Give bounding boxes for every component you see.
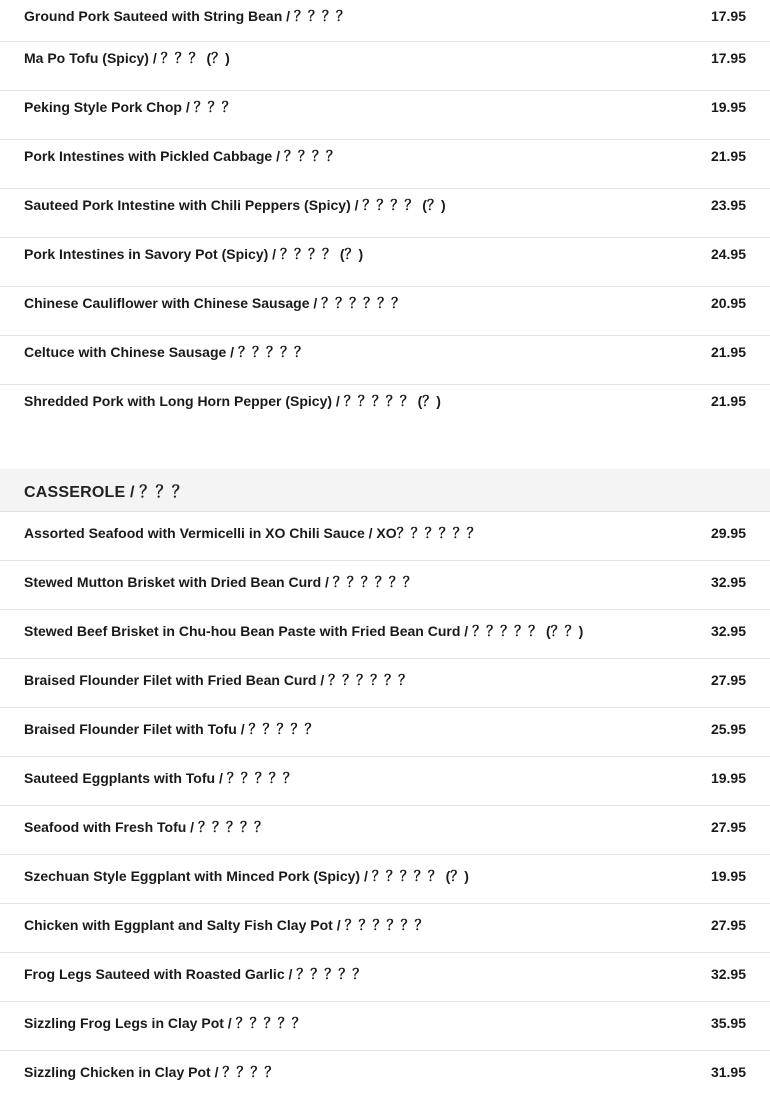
menu-item[interactable] [0, 953, 770, 1002]
menu-item[interactable] [0, 385, 770, 433]
menu-item-name: Stewed Beef Brisket in Chu-hou Bean Paste with Fried Bean Curd / ？？？？？ (？？) [24, 623, 584, 639]
menu-item[interactable] [0, 855, 770, 904]
menu-item-price: 20.95 [710, 295, 746, 311]
menu-item-name: Stewed Mutton Brisket with Dried Bean Curd / ？？？？？？ [24, 574, 417, 590]
menu-item-price: 19.95 [710, 770, 746, 786]
menu-item-name: Sizzling Chicken in Clay Pot / ？？？？ [24, 1064, 279, 1080]
menu-item-name: Seafood with Fresh Tofu / ？？？？？ [24, 819, 268, 835]
menu-item-name: Ma Po Tofu (Spicy) / ？？？ (？) [24, 50, 230, 66]
menu-item[interactable] [0, 659, 770, 708]
menu-item[interactable] [0, 1002, 770, 1051]
menu-item-price: 27.95 [710, 819, 746, 835]
menu-item-name: Sizzling Frog Legs in Clay Pot / ？？？？？ [24, 1015, 306, 1031]
menu-item-name: Shredded Pork with Long Horn Pepper (Spicy) / ？？？？？ (？) [24, 393, 441, 409]
menu-item[interactable] [0, 610, 770, 659]
menu-item-price: 25.95 [710, 721, 746, 737]
menu-item[interactable] [0, 42, 770, 91]
menu-item-price: 27.95 [710, 917, 746, 933]
menu-item[interactable] [0, 238, 770, 287]
menu-item-name: Ground Pork Sauteed with String Bean / ？？？？ [24, 8, 350, 24]
menu-item-price: 32.95 [710, 574, 746, 590]
menu-item-name: Sauteed Eggplants with Tofu / ？？？？？ [24, 770, 297, 786]
menu-item[interactable] [0, 287, 770, 336]
menu-item-name: Peking Style Pork Chop / ？？？ [24, 99, 236, 115]
menu-item-price: 27.95 [710, 672, 746, 688]
menu-item-price: 32.95 [710, 966, 746, 982]
menu-item-price: 17.95 [710, 50, 746, 66]
menu-item[interactable] [0, 904, 770, 953]
menu-section-casserole [0, 469, 770, 1099]
menu-item-price: 32.95 [710, 623, 746, 639]
menu-item-price: 31.95 [710, 1064, 746, 1080]
menu-item-price: 24.95 [710, 246, 746, 262]
menu-item-price: 19.95 [710, 99, 746, 115]
menu-item[interactable] [0, 336, 770, 385]
menu-item[interactable] [0, 1051, 770, 1099]
menu-item[interactable] [0, 561, 770, 610]
menu-item-name: Szechuan Style Eggplant with Minced Pork (Spicy) / ？？？？？ (？) [24, 868, 469, 884]
menu-item[interactable] [0, 140, 770, 189]
menu-item[interactable] [0, 757, 770, 806]
menu-item-name: Chinese Cauliflower with Chinese Sausage / ？？？？？？ [24, 295, 406, 311]
menu-item[interactable] [0, 512, 770, 561]
menu-item-name: Chicken with Eggplant and Salty Fish Clay Pot / ？？？？？？ [24, 917, 429, 933]
menu-item-name: Sauteed Pork Intestine with Chili Peppers (Spicy) / ？？？？ (？) [24, 197, 446, 213]
menu-item-name: Celtuce with Chinese Sausage / ？？？？？ [24, 344, 308, 360]
menu-item[interactable] [0, 708, 770, 757]
menu-item-name: Pork Intestines with Pickled Cabbage / ？？？？ [24, 148, 340, 164]
menu-item-price: 35.95 [710, 1015, 746, 1031]
menu-section-pork [0, 0, 770, 433]
menu-item-price: 17.95 [710, 8, 746, 24]
menu-item-name: Frog Legs Sauteed with Roasted Garlic / ？？？？？ [24, 966, 367, 982]
menu-item-price: 29.95 [710, 525, 746, 541]
section-spacer [0, 433, 770, 469]
category-header [0, 469, 770, 512]
menu-item-name: Assorted Seafood with Vermicelli in XO Chili Sauce / XO？？？？？？ [24, 525, 481, 541]
menu-item[interactable] [0, 0, 770, 42]
menu-item-name: Braised Flounder Filet with Tofu / ？？？？？ [24, 721, 319, 737]
menu-item[interactable] [0, 806, 770, 855]
menu-item-price: 23.95 [710, 197, 746, 213]
menu-item[interactable] [0, 189, 770, 238]
menu-item-price: 21.95 [710, 148, 746, 164]
category-items [0, 512, 770, 1099]
menu-item-price: 21.95 [710, 344, 746, 360]
menu-item[interactable] [0, 91, 770, 140]
category-title: CASSEROLE / ？？？ [24, 483, 188, 501]
menu-item-name: Pork Intestines in Savory Pot (Spicy) / ？？？？ (？) [24, 246, 364, 262]
menu-item-price: 21.95 [710, 393, 746, 409]
menu-item-price: 19.95 [710, 868, 746, 884]
menu-item-name: Braised Flounder Filet with Fried Bean Curd / ？？？？？？ [24, 672, 413, 688]
